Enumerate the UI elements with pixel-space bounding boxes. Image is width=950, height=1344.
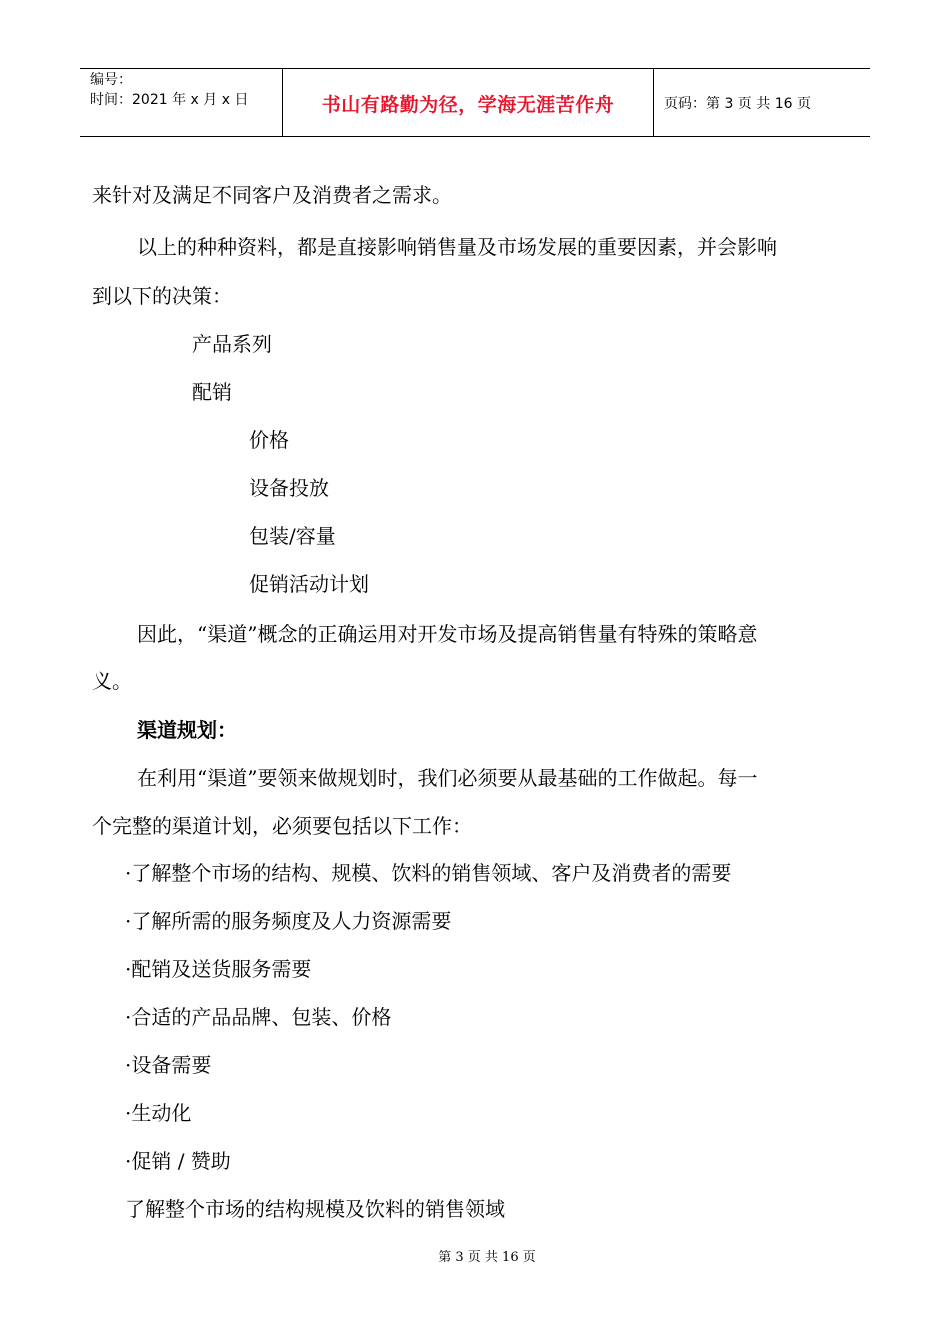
paragraph-line: 以上的种种资料，都是直接影响销售量及市场发展的重要因素，并会影响: [137, 235, 777, 259]
bullet-item: ·配销及送货服务需要: [125, 957, 312, 981]
bullet-item: ·促销 / 赞助: [125, 1149, 231, 1173]
list-item: 产品系列: [192, 332, 272, 356]
footer-page-number: 第 3 页 共 16 页: [438, 1250, 536, 1265]
page-footer: [0, 1246, 950, 1265]
bullet-item: ·合适的产品品牌、包装、价格: [125, 1005, 392, 1029]
header-info-cell: [80, 69, 283, 136]
header-page-label: 页码：第 3 页 共 16 页: [664, 95, 811, 112]
document-time-label: 时间：2021 年 x 月 x 日: [90, 92, 249, 108]
paragraph-line: 了解整个市场的结构规模及饮料的销售领域: [125, 1197, 505, 1221]
list-item: 价格: [249, 428, 289, 452]
bullet-item: ·了解所需的服务频度及人力资源需要: [125, 909, 452, 933]
paragraph-line: 义。: [92, 669, 132, 693]
paragraph-line: 个完整的渠道计划，必须要包括以下工作：: [92, 814, 472, 838]
paragraph-line: 因此，“渠道”概念的正确运用对开发市场及提高销售量有特殊的策略意: [137, 622, 758, 646]
list-item: 设备投放: [249, 476, 329, 500]
paragraph-line: 到以下的决策：: [92, 284, 232, 308]
bullet-item: ·生动化: [125, 1101, 192, 1125]
header-motto: 书山有路勤为径，学海无涯苦作舟: [321, 94, 615, 116]
page-header: [80, 68, 870, 137]
header-page-cell: [654, 69, 870, 136]
paragraph-line: 在利用“渠道”要领来做规划时，我们必须要从最基础的工作做起。每一: [137, 766, 758, 790]
bullet-item: ·了解整个市场的结构、规模、饮料的销售领域、客户及消费者的需要: [125, 861, 732, 885]
document-number-label: 编号：: [90, 72, 132, 88]
paragraph-line: 来针对及满足不同客户及消费者之需求。: [92, 183, 452, 207]
list-item: 配销: [192, 380, 232, 404]
list-item: 促销活动计划: [249, 572, 369, 596]
section-heading: 渠道规划：: [137, 718, 237, 742]
list-item: 包装/容量: [249, 524, 336, 548]
bullet-item: ·设备需要: [125, 1053, 212, 1077]
header-motto-cell: [283, 69, 654, 136]
